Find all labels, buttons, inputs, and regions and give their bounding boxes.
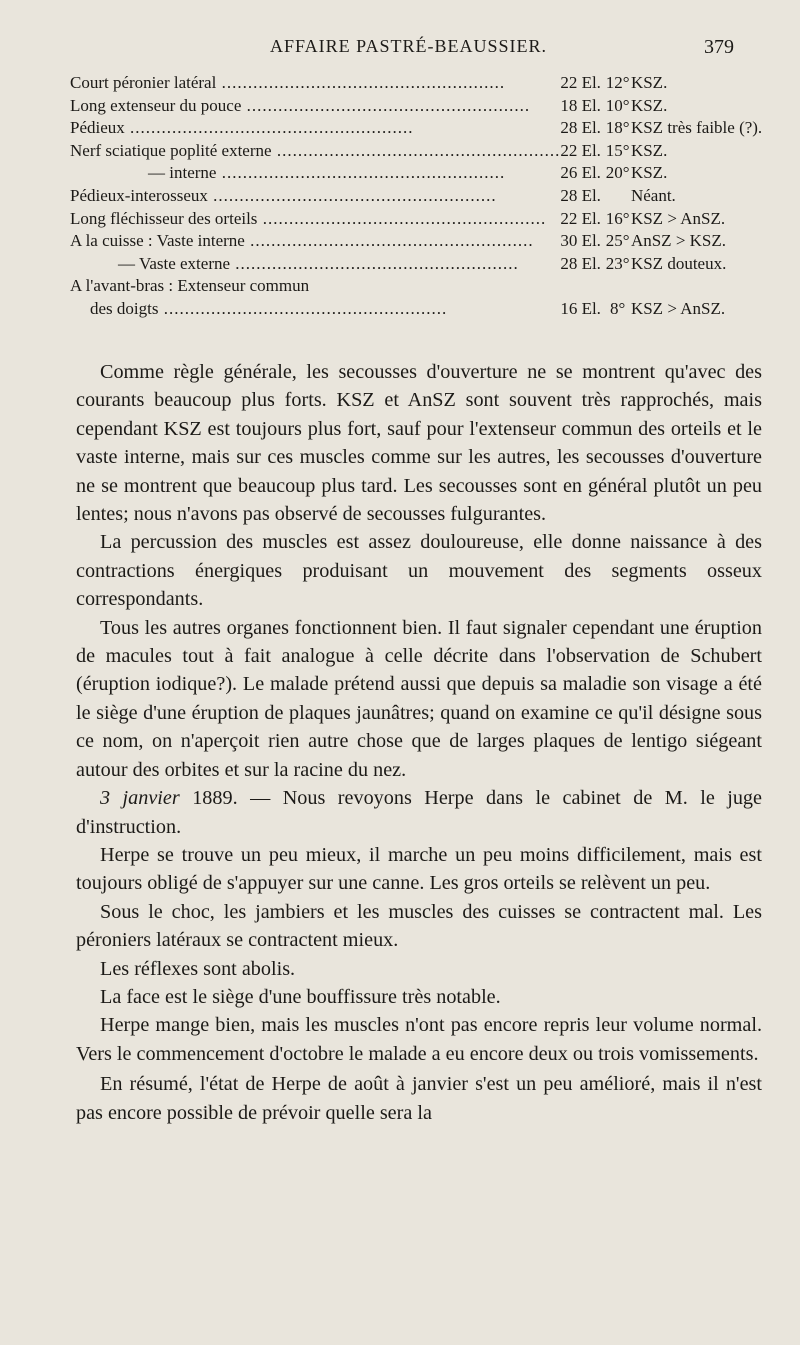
degree-value: 16° <box>605 208 630 228</box>
degree-value: 10° <box>605 95 630 115</box>
paragraph: Herpe se trouve un peu mieux, il marche un peu moins difficilement, mais est toujours obligé de s'appuyer sur une canne. Les gros orteils se relèvent un peu. <box>76 843 762 895</box>
elements-count: 22 El. <box>560 208 601 228</box>
result-value: KSZ très faible (?). <box>630 118 763 138</box>
result-value: KSZ. <box>630 73 668 92</box>
muscle-name: — interne ..... <box>148 163 505 182</box>
table-row <box>70 72 770 95</box>
table-row <box>70 275 770 298</box>
elements-count: 16 El. <box>560 298 601 318</box>
muscle-name: — Vaste externe ..... <box>118 254 519 273</box>
degree-value: 15° <box>605 140 630 160</box>
result-value: KSZ. <box>630 95 668 115</box>
paragraph: En résumé, l'état de Herpe de août à janvier s'est un peu amélioré, mais il n'est pas encore possible de prévoir quelle sera la <box>76 1073 762 1124</box>
elements-count: 22 El. <box>560 140 601 160</box>
elements-count: 28 El. <box>560 253 601 273</box>
degree-value: 25° <box>605 231 630 251</box>
elements-count: 28 El. <box>560 118 601 138</box>
paragraph: Comme règle générale, les secousses d'ouverture ne se montrent qu'avec des courants beaucoup plus forts. KSZ et AnSZ sont souvent très rapprochés, mais cependant KSZ est toujours plus fort, sauf pour l'extenseur commun des orteils et le vaste interne, mais sur ces muscles comme sur les autres, les secousses d'ouverture ne se montrent que beaucoup plus tard. Les secousses sont en général plutôt un peu lentes; nous n'avons pas observé de secousses fulgurantes. <box>76 361 762 526</box>
entry-date: 3 janvier <box>100 787 180 810</box>
electro-test-table <box>70 72 770 321</box>
elements-count: 30 El. <box>560 231 601 251</box>
running-head: AFFAIRE PASTRÉ-BEAUSSIER. <box>270 36 548 56</box>
table-row <box>70 208 770 231</box>
paragraph: Les réflexes sont abolis. <box>100 957 296 980</box>
elements-count: 22 El. <box>560 73 601 92</box>
degree-value <box>604 185 631 208</box>
page-number: 379 <box>704 36 734 58</box>
table-row <box>70 117 770 140</box>
degree-value: 8° <box>609 298 626 318</box>
paragraph: La face est le siège d'une bouffissure très notable. <box>100 985 501 1008</box>
elements-count: 26 El. <box>560 163 601 183</box>
muscle-name: des doigts ..... <box>90 299 447 318</box>
table-row <box>70 95 770 118</box>
paragraph: Sous le choc, les jambiers et les muscles des cuisses se contractent mal. Les péroniers latéraux se contractent mieux. <box>76 900 762 952</box>
body-text <box>76 358 762 1127</box>
muscle-name: A la cuisse : Vaste interne ..... <box>70 231 534 250</box>
result-value: KSZ douteux. <box>630 253 727 273</box>
degree-value: 20° <box>605 163 630 183</box>
table-row <box>70 140 770 163</box>
entry-text: 1889. — Nous revoyons Herpe dans le cabinet de M. le juge d'instruction. <box>76 787 762 838</box>
muscle-name: A l'avant-bras : Extenseur commun <box>70 276 310 296</box>
result-value: KSZ > AnSZ. <box>630 208 726 228</box>
paragraph: La percussion des muscles est assez douloureuse, elle donne naissance à des contractions énergiques produisant un mouvement des segments osseux correspondants. <box>76 531 762 611</box>
muscle-name: Pédieux-interosseux ..... <box>70 186 497 205</box>
table-row <box>70 298 770 321</box>
degree-value: 23° <box>605 253 630 273</box>
elements-count: 28 El. <box>560 185 601 205</box>
result-value: KSZ. <box>630 163 668 183</box>
table-row <box>70 253 770 276</box>
elements-count: 18 El. <box>560 95 601 115</box>
muscle-name: Court péronier latéral ..... <box>70 73 505 92</box>
result-value: AnSZ > KSZ. <box>630 231 727 251</box>
muscle-name: Nerf sciatique poplité externe ..... <box>70 141 560 160</box>
paragraph: Herpe mange bien, mais les muscles n'ont pas encore repris leur volume normal. Vers le commencement d'octobre le malade a eu encore deux ou trois vomissements. <box>76 1014 762 1065</box>
page-header <box>0 36 800 60</box>
muscle-name: Long extenseur du pouce ..... <box>70 96 530 115</box>
muscle-name: Pédieux ..... <box>70 118 414 137</box>
table-row <box>70 230 770 253</box>
dated-entry <box>76 784 762 841</box>
degree-value: 12° <box>605 73 630 92</box>
result-value: KSZ > AnSZ. <box>630 298 726 318</box>
table-row <box>70 162 770 185</box>
muscle-name: Long fléchisseur des orteils ..... <box>70 209 546 228</box>
paragraph: Tous les autres organes fonctionnent bien. Il faut signaler cependant une éruption de macules tout à fait analogue à celle décrite dans l'observation de Schubert (éruption iodique?). Le malade prétend aussi que depuis sa maladie son visage a été le siège d'une éruption de plaques jaunâtres; quand on examine ce qu'il désigne sous ce nom, on n'aperçoit rien autre chose que de larges plaques de lentigo siégeant autour des orbites et sur la racine du nez. <box>76 616 762 781</box>
degree-value: 18° <box>605 118 630 138</box>
table-row <box>70 185 770 208</box>
result-value: KSZ. <box>630 140 668 160</box>
result-value: Néant. <box>630 185 676 205</box>
